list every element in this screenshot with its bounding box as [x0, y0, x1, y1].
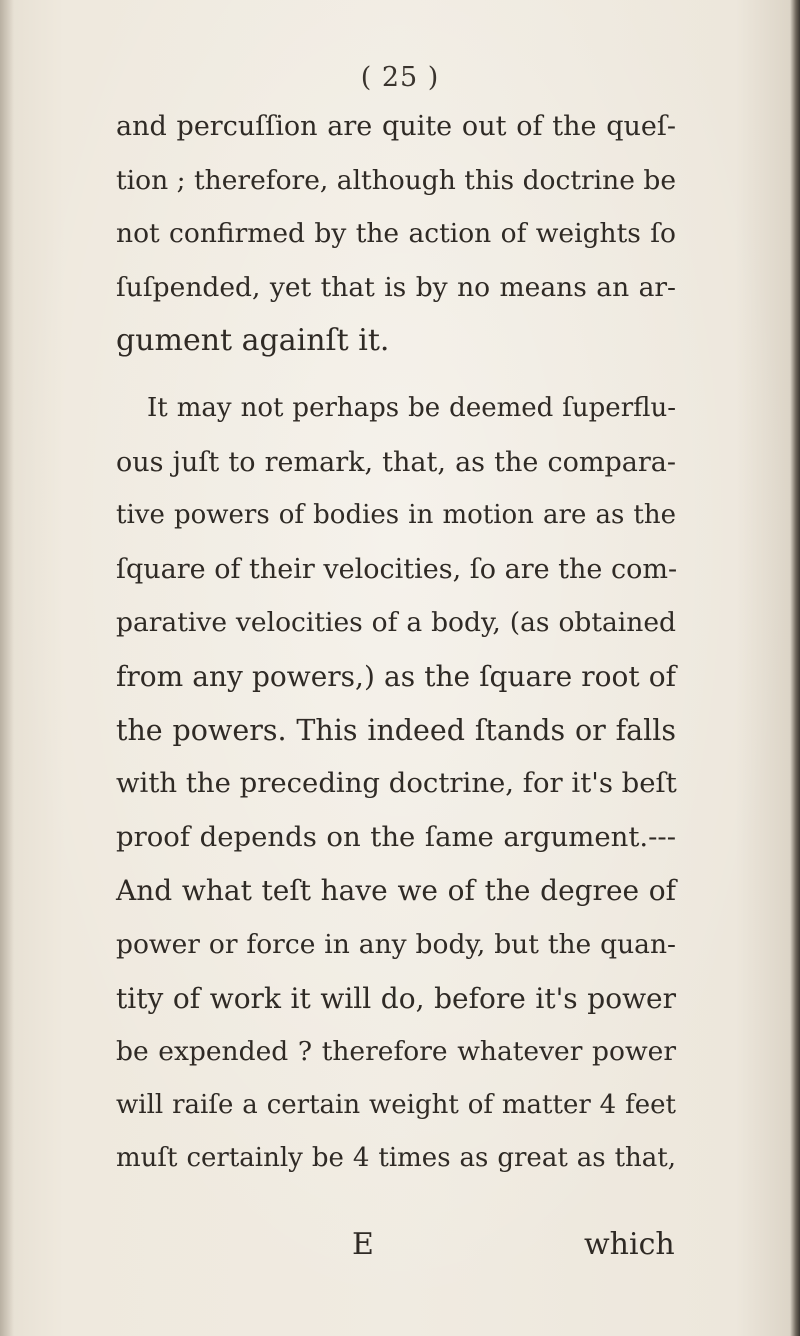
- catchword: which: [584, 1227, 675, 1262]
- text-line: ous juſt to remark, that, as the compara-: [116, 446, 676, 478]
- text-line: And what teſt have we of the degree of: [116, 874, 676, 908]
- text-line: will raiſe a certain weight of matter 4 feet: [116, 1089, 676, 1120]
- text-line: be expended ? therefore whatever power: [116, 1036, 676, 1068]
- signature-mark: E: [352, 1227, 374, 1262]
- page-gutter-shadow: [0, 0, 14, 1336]
- text-line: tion ; therefore, although this doctrine be: [116, 164, 676, 196]
- text-line: the powers. This indeed ſtands or falls: [116, 713, 676, 747]
- text-line: muſt certainly be 4 times as great as that,: [116, 1143, 676, 1174]
- text-line: with the preceding doctrine, for it's beſt: [116, 767, 677, 800]
- text-line: parative velocities of a body, (as obtained: [116, 607, 676, 639]
- text-line: tive powers of bodies in motion are as the: [116, 500, 676, 531]
- paragraph: [116, 382, 676, 1186]
- text-line: proof depends on the ſame argument.---: [116, 820, 676, 853]
- text-line: It may not perhaps be deemed ſuperflu-: [147, 393, 676, 423]
- catchline: [0, 1218, 800, 1272]
- text-line: not confirmed by the action of weights ſo: [116, 218, 676, 250]
- paragraph: [116, 100, 676, 368]
- page-number: ( 25 ): [360, 62, 440, 93]
- text-line: and percuſſion are quite out of the queſ-: [116, 111, 676, 142]
- text-line: ſuſpended, yet that is by no means an ar-: [116, 271, 676, 303]
- text-line: from any powers,) as the ſquare root of: [116, 659, 676, 693]
- text-line: ſquare of their velocities, ſo are the com-: [116, 553, 678, 585]
- text-line: gument againſt it.: [116, 323, 390, 359]
- text-line: power or force in any body, but the quan-: [116, 928, 676, 960]
- page-edge-shadow: [790, 0, 800, 1336]
- text-line: tity of work it will do, before it's power: [116, 981, 676, 1015]
